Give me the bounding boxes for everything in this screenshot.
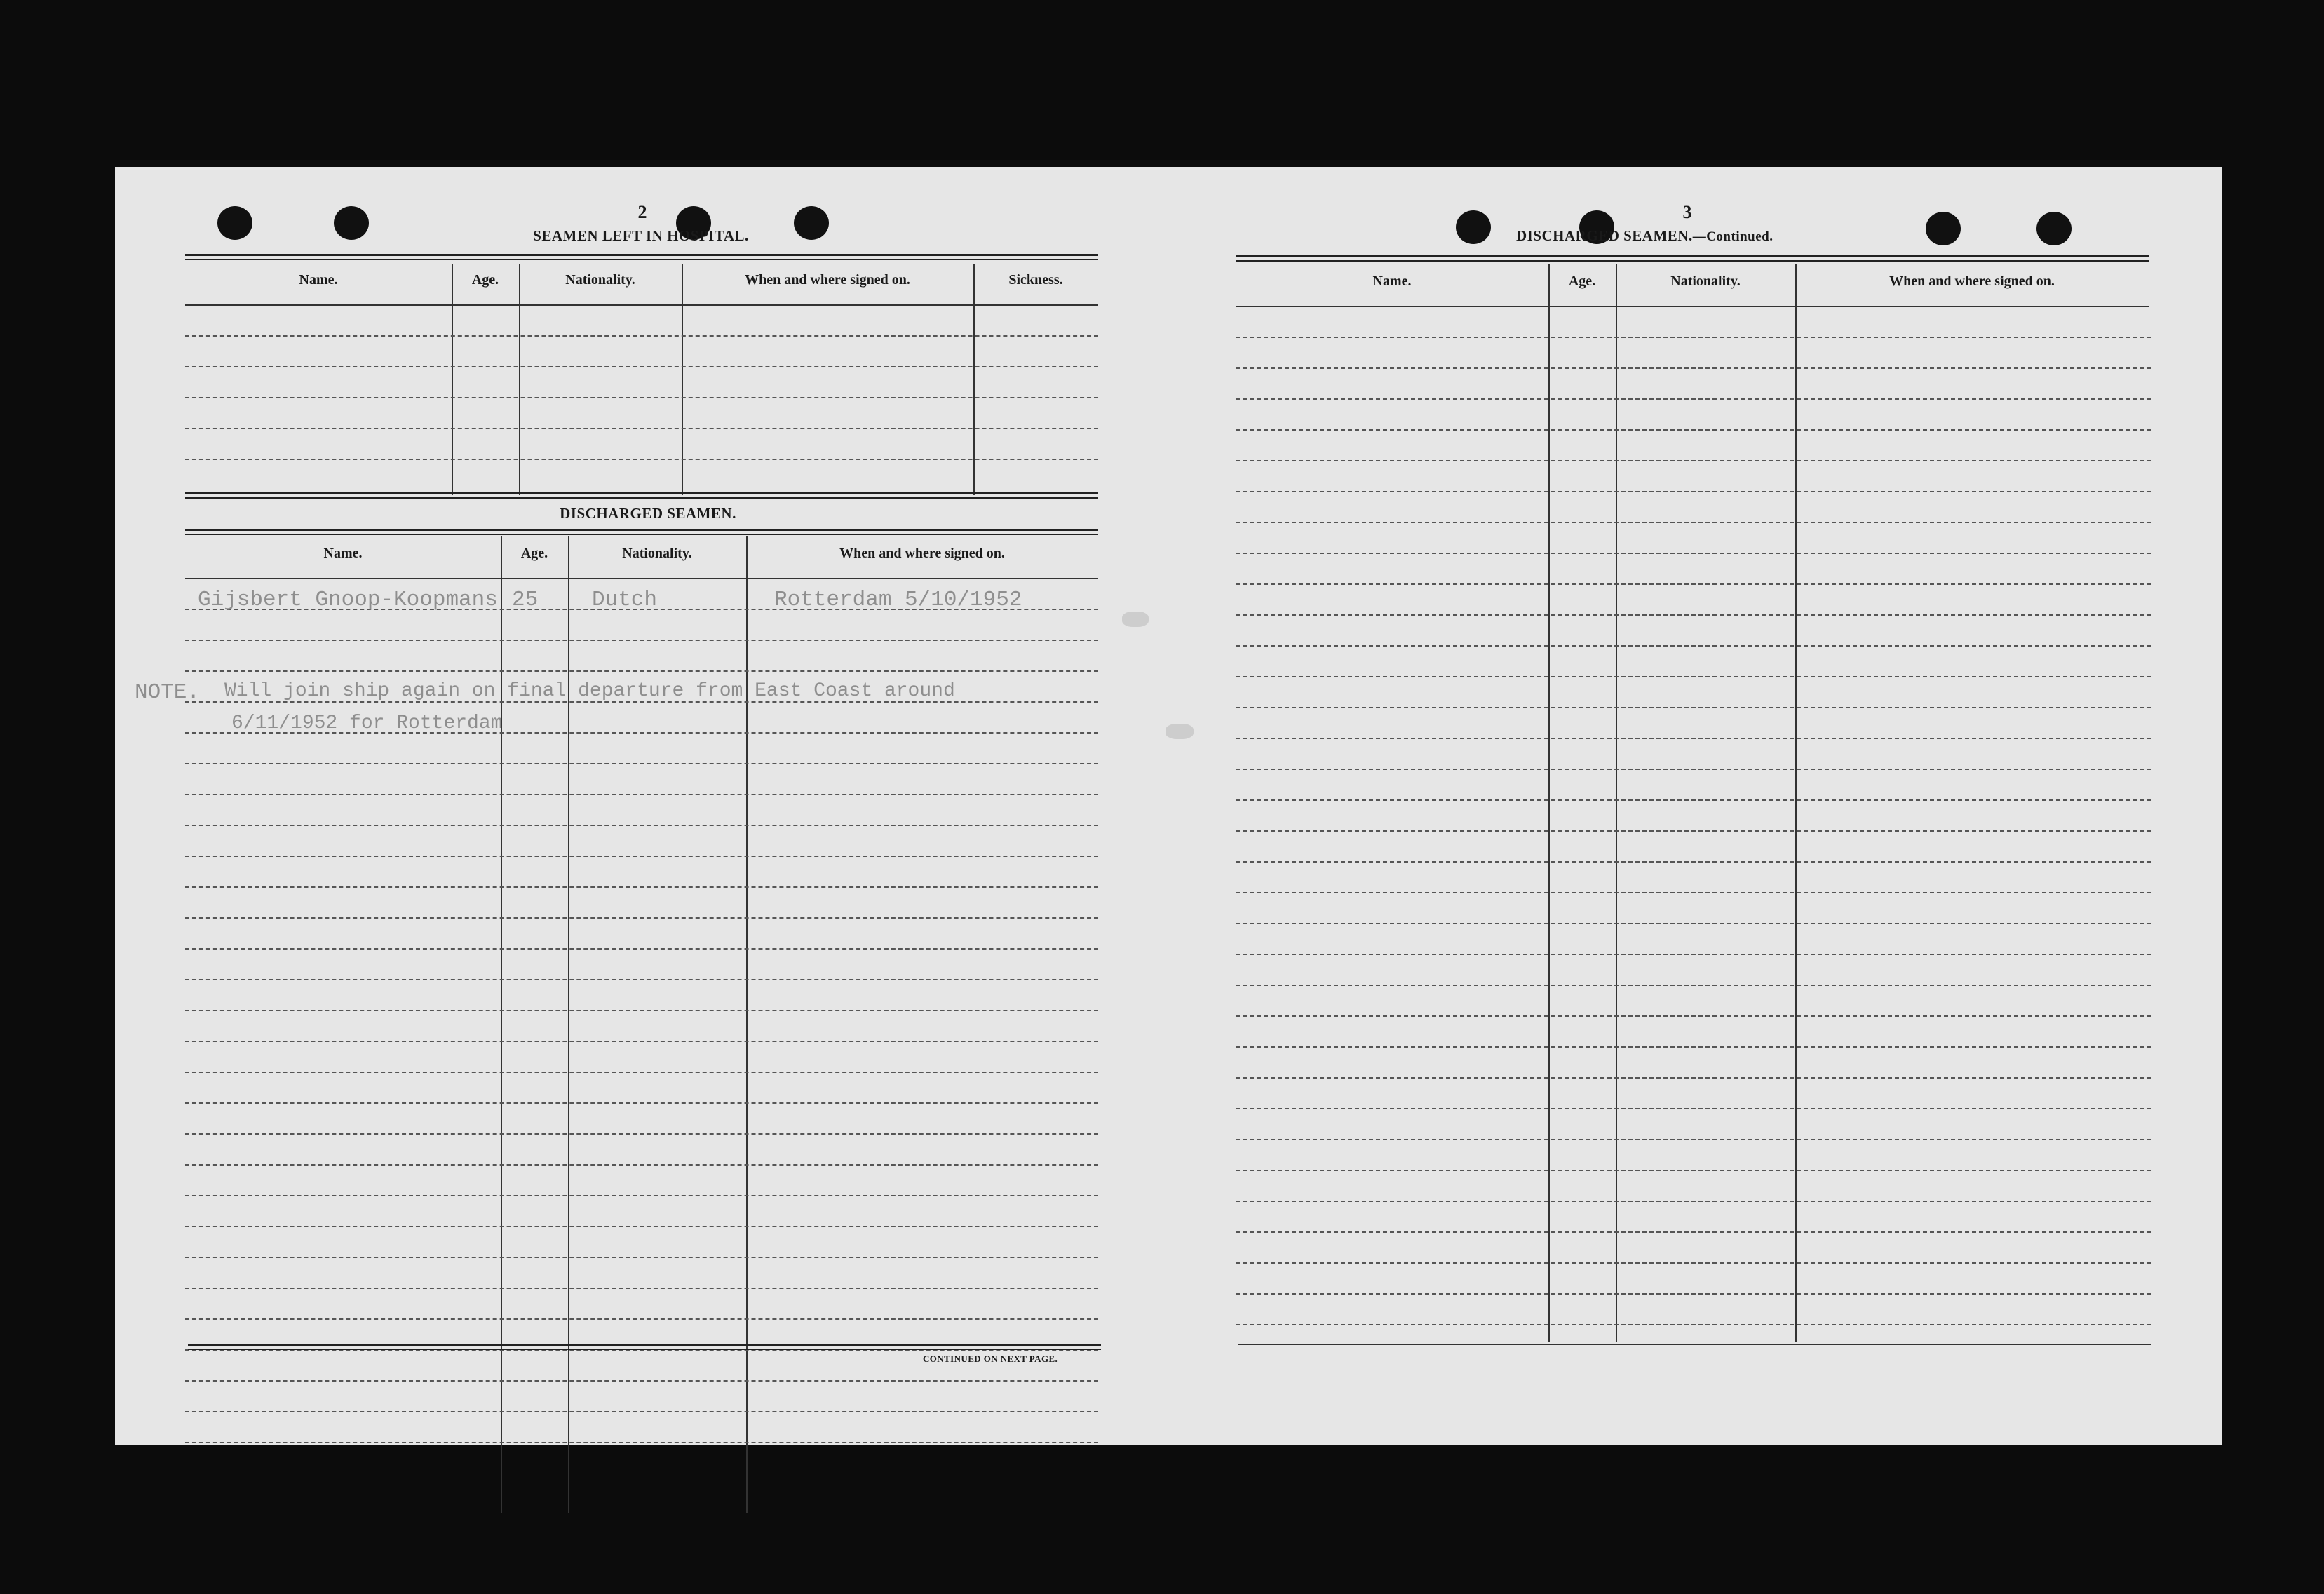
col-header-nationality: Nationality. <box>1670 273 1741 289</box>
discharged-section-title: DISCHARGED SEAMEN. <box>560 505 736 522</box>
ruled-line <box>185 856 1098 857</box>
punch-hole <box>217 206 252 240</box>
discharged-bottom-rule <box>188 1344 1101 1350</box>
ruled-line <box>185 1411 1098 1412</box>
ruled-line <box>185 670 1098 672</box>
col-header-sickness: Sickness. <box>1008 272 1063 288</box>
ruled-line <box>1236 398 2151 400</box>
right-section-title-suffix: —Continued. <box>1692 229 1774 244</box>
ruled-line <box>185 366 1098 367</box>
ruled-line <box>1236 1139 2151 1140</box>
right-bottom-rule <box>1238 1344 2151 1345</box>
col-header-age: Age. <box>471 272 499 288</box>
col-header-name: Name. <box>299 272 338 288</box>
ruled-line <box>185 948 1098 950</box>
punch-hole <box>334 206 369 240</box>
ruled-line <box>1236 1046 2151 1048</box>
ruled-line <box>1236 923 2151 924</box>
ruled-line <box>1236 460 2151 461</box>
ruled-line <box>185 1226 1098 1227</box>
hospital-top-rule <box>185 254 1098 260</box>
ruled-line <box>1236 553 2151 554</box>
col-header-nationality: Nationality. <box>565 272 635 288</box>
right-section-title <box>1516 227 1825 245</box>
ruled-line <box>185 1010 1098 1011</box>
discharged-top-rule <box>185 529 1098 535</box>
ruled-line <box>185 1288 1098 1289</box>
ruled-line <box>1236 1077 2151 1079</box>
ruled-line <box>1236 583 2151 585</box>
ruled-line <box>185 335 1098 337</box>
right-top-rule <box>1236 255 2149 262</box>
ruled-line <box>1236 1015 2151 1017</box>
ruled-line <box>185 459 1098 460</box>
document-sheet <box>115 167 2222 1445</box>
ruled-line <box>185 1318 1098 1320</box>
col-header-name: Name. <box>1372 273 1412 289</box>
col-header-signed-on: When and where signed on. <box>745 272 910 288</box>
ruled-line <box>1236 337 2151 338</box>
ruled-line <box>1236 367 2151 369</box>
scan-smudge <box>1122 612 1149 627</box>
ruled-line <box>1236 614 2151 616</box>
page-number-left: 2 <box>637 202 647 222</box>
ruled-line <box>1236 799 2151 801</box>
col-header-signed-on: When and where signed on. <box>1889 273 2055 289</box>
continued-footer: CONTINUED ON NEXT PAGE. <box>923 1353 1058 1364</box>
ruled-line <box>1236 954 2151 955</box>
ruled-line <box>185 1102 1098 1104</box>
ruled-line <box>1236 1170 2151 1171</box>
ruled-line <box>1236 830 2151 832</box>
entry-signed-on: Rotterdam 5/10/1952 <box>774 588 1022 612</box>
note-label: NOTE. <box>135 680 201 705</box>
ruled-line <box>1236 522 2151 523</box>
ruled-line <box>1236 1324 2151 1325</box>
ruled-line <box>1236 892 2151 893</box>
ruled-line <box>185 1041 1098 1042</box>
ruled-line <box>1236 645 2151 647</box>
ruled-line <box>185 1164 1098 1166</box>
ruled-line <box>1236 491 2151 492</box>
entry-name: Gijsbert Gnoop-Koopmans <box>198 588 498 612</box>
ruled-line <box>1236 861 2151 863</box>
hospital-section-title: SEAMEN LEFT IN HOSPITAL. <box>533 227 749 244</box>
ruled-line <box>185 825 1098 826</box>
right-ruled-rows <box>1236 306 2151 1344</box>
ruled-line <box>1236 1293 2151 1295</box>
ruled-line <box>1236 1108 2151 1109</box>
hospital-bottom-rule <box>185 492 1098 499</box>
note-line-2: 6/11/1952 for Rotterdam <box>231 712 503 734</box>
ruled-line <box>185 428 1098 429</box>
col-header-age: Age. <box>1568 273 1596 289</box>
punch-hole <box>1456 210 1491 244</box>
ruled-line <box>1236 1231 2151 1233</box>
ruled-line <box>185 1195 1098 1196</box>
right-section-title-main: DISCHARGED SEAMEN. <box>1516 227 1693 244</box>
ruled-line <box>185 1133 1098 1135</box>
ruled-line <box>185 1072 1098 1073</box>
ruled-line <box>185 1442 1098 1443</box>
entry-age: 25 <box>512 588 539 612</box>
punch-hole <box>2036 212 2072 245</box>
entry-nationality: Dutch <box>592 588 658 612</box>
punch-hole <box>1926 212 1961 245</box>
ruled-line <box>185 640 1098 641</box>
ruled-line <box>185 1380 1098 1382</box>
ruled-line <box>185 794 1098 795</box>
ruled-line <box>1236 707 2151 708</box>
hospital-ruled-rows <box>185 304 1098 495</box>
ruled-line <box>1236 769 2151 770</box>
ruled-line <box>185 763 1098 764</box>
ruled-line <box>1236 676 2151 677</box>
ruled-line <box>1236 429 2151 431</box>
scan-smudge <box>1166 724 1194 739</box>
ruled-line <box>185 1257 1098 1258</box>
col-header-nationality: Nationality. <box>622 546 692 561</box>
page-number-right: 3 <box>1682 202 1692 222</box>
ruled-line <box>185 397 1098 398</box>
col-header-name: Name. <box>323 546 363 561</box>
ruled-line <box>185 979 1098 980</box>
ruled-line <box>185 917 1098 919</box>
ruled-line <box>1236 1262 2151 1264</box>
ruled-line <box>185 886 1098 888</box>
col-header-signed-on: When and where signed on. <box>839 546 1005 561</box>
ruled-line <box>1236 738 2151 739</box>
ruled-line <box>1236 985 2151 986</box>
note-line-1: Will join ship again on final departure from East Coast around <box>224 680 955 702</box>
col-header-age: Age. <box>520 546 548 561</box>
ruled-line <box>1236 1201 2151 1202</box>
